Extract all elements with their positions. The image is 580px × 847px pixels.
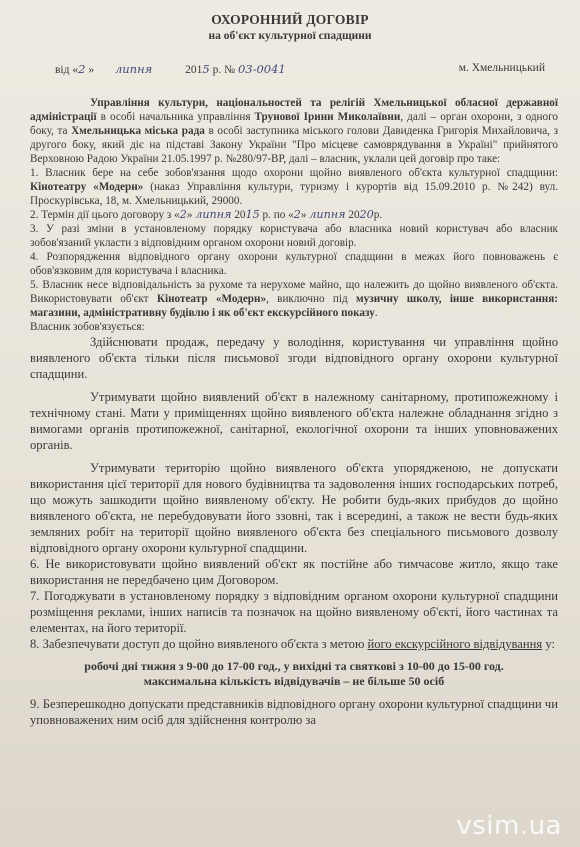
- clause-2-text-7: р.: [373, 209, 383, 221]
- term-start-day: 2: [179, 208, 187, 221]
- obligations-label: Власник зобов'язується:: [30, 321, 145, 333]
- term-end-month: липня: [309, 208, 346, 221]
- clause-5: [30, 278, 558, 320]
- date-year-suffix: р. №: [212, 64, 236, 76]
- clause-8-underlined: його екскурсійного відвідування: [367, 637, 543, 651]
- document-subtitle: на об'єкт культурної спадщини: [208, 30, 372, 42]
- intro-paragraph: [30, 96, 558, 166]
- clause-7: 7. Погоджувати в установленому порядку з відповідним органом охорони культурної спадщини розміщення реклами, інших написів та позначок на щойно виявленому об'єкті, його частинах та елементах, на його території.: [30, 589, 558, 635]
- council-name: Хмельницька міська рада: [71, 125, 205, 137]
- clause-1-text-2: (наказ Управління культури, туризму і курортів від 15.09.2010 р. №242) вул. Проскурівська, 18, м. Хмельницький, 29000.: [30, 181, 558, 207]
- clause-2-text-4: р. по «: [259, 209, 294, 221]
- clause-2-text-5: »: [300, 209, 310, 221]
- clause-8-text-2: у:: [542, 637, 555, 651]
- term-end-year: 20: [359, 208, 374, 221]
- date-month: липня: [114, 62, 153, 76]
- intro-text-1: в особі начальника управління: [96, 111, 255, 123]
- term-start-year: 15: [245, 208, 260, 221]
- contract-number: 03-0041: [237, 62, 286, 76]
- document-title: ОХОРОННИЙ ДОГОВІР: [211, 12, 369, 27]
- obligation-2: Утримувати щойно виявлений об'єкт в належному санітарному, протипожежному і технічному стані. Мати у приміщеннях щойно виявленого об'єкта належне обладнання згідно з вимогами органів протипожежної, санітарної, екологічної охорони та інших уповноважених органів.: [30, 390, 558, 452]
- date-line: [55, 62, 545, 76]
- visiting-hours: робочі дні тижня з 9-00 до 17-00 год., у вихідні та святкові з 10-00 до 15-00 год.: [84, 659, 504, 673]
- date-day: 2: [78, 62, 86, 76]
- clause-8: [30, 636, 558, 652]
- clause-2-text-1: 2. Термін дії цього договору з «: [30, 209, 180, 221]
- term-end-day: 2: [293, 208, 301, 221]
- date-mid: »: [88, 64, 95, 76]
- authority-name: Управління культури, національностей та релігій Хмельницької обласної державної адміністрації: [30, 97, 558, 123]
- intro-text-2: , далі – орган охорони, з одного боку, та: [30, 111, 559, 137]
- clause-2-text-6: 20: [345, 209, 360, 221]
- clause-4: 4. Розпорядження відповідного органу охорони культурної спадщини в межах його повноважень є обов'язковим для користувача і власника.: [30, 251, 558, 277]
- date-year-prefix: 201: [185, 64, 203, 76]
- obligations-block: [30, 334, 558, 728]
- clause-1: [30, 166, 558, 208]
- date-year-digit: 5: [202, 62, 210, 76]
- clause-2: [30, 208, 558, 222]
- clause-5-text-1: 5. Власник несе відповідальність за рухоме та нерухоме майно, що належить до щойно виявленого об'єкта. Використовувати об'єкт: [30, 279, 558, 305]
- clause-5-usage: музичну школу, інше використання: магазини, адміністративну будівлю і як об'єкт екскурсійного показу: [30, 293, 558, 319]
- term-start-month: липня: [195, 208, 232, 221]
- site-watermark: vsim.ua: [456, 811, 562, 841]
- clause-5-text-2: , виключно під: [266, 293, 356, 305]
- city-name: м. Хмельницький: [458, 62, 545, 74]
- date-prefix: від «: [55, 64, 79, 76]
- head-name: Трунової Ірини Миколаївни: [254, 111, 401, 123]
- clause-9: 9. Безперешкодно допускати представників відповідного органу охорони культурної спадщини чи уповноважених ним осіб для здійснення контролю за: [30, 697, 558, 727]
- clause-5-text-3: .: [374, 307, 378, 319]
- clause-6: 6. Не використовувати щойно виявлений об'єкт як постійне або тимчасове житло, якщо таке використання не передбачено цим Договором.: [30, 557, 558, 587]
- clause-2-text-2: »: [186, 209, 196, 221]
- clause-8-text-1: 8. Забезпечувати доступ до щойно виявленого об'єкта з метою: [30, 637, 368, 651]
- max-visitors: максимальна кількість відвідувачів – не більше 50 осіб: [143, 674, 445, 688]
- clause-2-text-3: 20: [231, 209, 246, 221]
- clause-1-text-1: 1. Власник бере на себе зобов'язання щодо охорони щойно виявленого об'єкта культурної спадщини:: [30, 167, 558, 179]
- contract-body: [30, 96, 558, 728]
- obligation-3: Утримувати територію щойно виявленого об'єкта упорядженою, не допускати використання цієї території для нового будівництва та задоволення інших господарських потреб, що можуть зашкодити щойно виявленому об'єкту. Не робити будь-яких прибудов до щойно виявленого об'єкта, не перебудовувати його ззовні, так і всередині, а також не вести будь-яких земляних робіт на території щойно виявленого об'єкта без спеціального письмового дозволу відповідного органу охорони культурної спадщини.: [30, 461, 558, 555]
- clause-3: 3. У разі зміни в установленому порядку користувача або власника новий користувач або власник зобов'язаний укласти з відповідним органом охорони новий договір.: [30, 223, 558, 249]
- clause-5-object: Кінотеатр «Модерн»: [156, 293, 267, 305]
- obligation-1: Здійснювати продаж, передачу у володіння, користування чи управління щойно виявленого об'єкта тільки після письмової згоди відповідного органу охорони культурної спадщини.: [30, 335, 558, 381]
- object-name: Кінотеатру «Модерн»: [30, 181, 144, 193]
- intro-text-3: в особі заступника міського голови Давиденка Григорія Михайловича, з другого боку, який діє на підставі Закону України "Про місцеве самоврядування в Україні" прийнятого Верховною Радою України 21.05.1997 р. №280/97-ВР, далі – власник, уклали цей договір про таке:: [30, 125, 559, 165]
